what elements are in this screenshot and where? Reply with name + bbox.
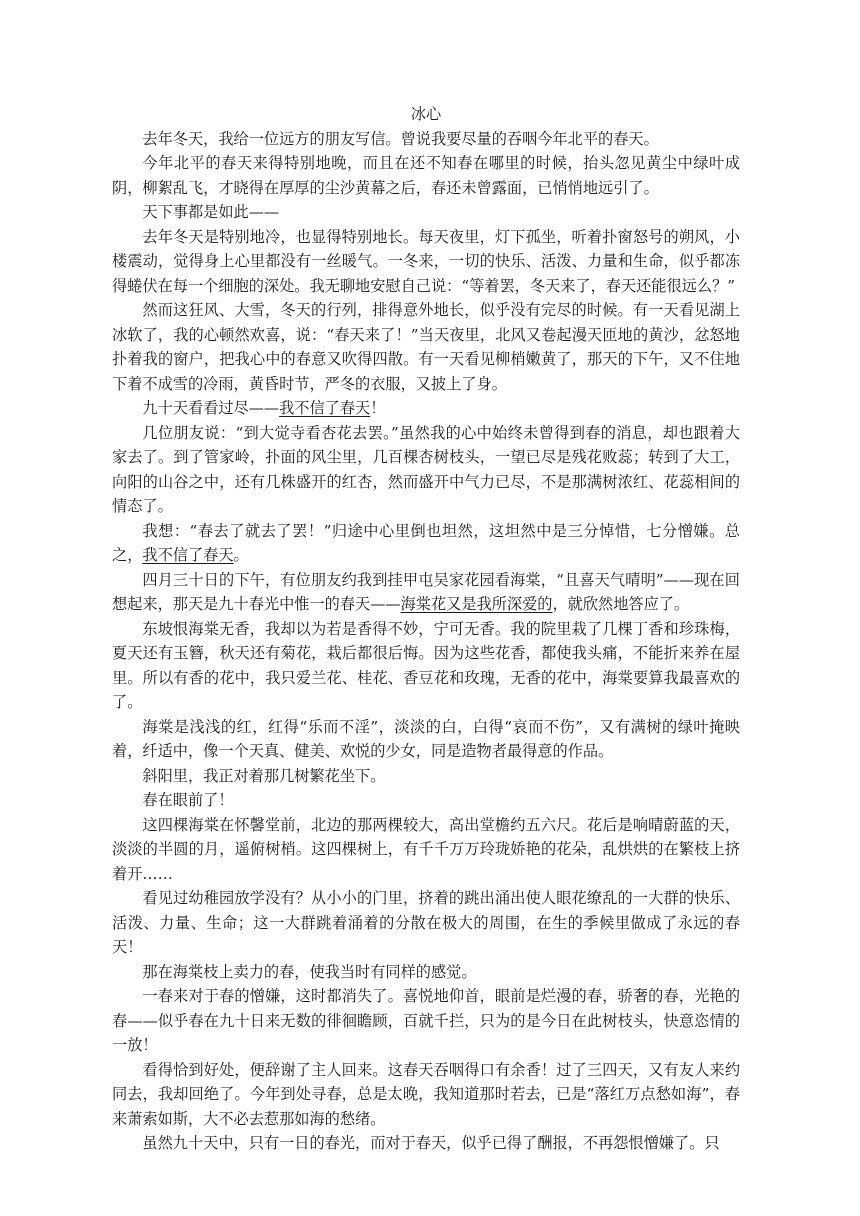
paragraph — [112, 127, 740, 152]
paragraph-text: ！ — [370, 399, 386, 417]
paragraph-text: 一春来对于春的憎嫌，这时都消失了。喜悦地仰首，眼前是烂漫的春，骄奢的春，光艳的春——似乎春在九十日来无数的徘徊瞻顾，百就千拦，只为的是今日在此树枝头，快意恣情的一放！ — [112, 987, 740, 1054]
paragraph — [112, 764, 740, 789]
paragraph — [112, 200, 740, 225]
paragraph-text: 去年冬天是特别地冷，也显得特别地长。每天夜里，灯下孤坐，听着扑窗怒号的朔风，小楼震动，觉得身上心里都没有一丝暖气。一冬来，一切的快乐、活泼、力量和生命，似乎都冻得蜷伏在每一个细胞的深处。我无聊地安慰自己说：“等着罢，冬天来了，春天还能很远么？” — [112, 227, 740, 295]
paragraph — [112, 568, 740, 617]
paragraph-text: 看得恰到好处，便辞谢了主人回来。这春天吞咽得口有余香！过了三四天，又有友人来约同去，我却回绝了。今年到处寻春，总是太晚，我知道那时若去，已是“落红万点愁如海”，春来萧索如斯，大不必去惹那如海的愁绪。 — [112, 1060, 740, 1128]
paragraph-text: 然而这狂风、大雪，冬天的行列，排得意外地长，似乎没有完尽的时候。有一天看见湖上冰软了，我的心顿然欢喜，说：“春天来了！”当天夜里，北风又卷起漫天匝地的黄沙，忿怒地扑着我的窗户，把我心中的春意又吹得四散。有一天看见柳梢嫩黄了，那天的下午，又不住地下着不成雪的冷雨，黄昏时节，严冬的衣服，又披上了身。 — [112, 301, 740, 393]
paragraph-text: 今年北平的春天来得特别地晚，而且在还不知春在哪里的时候，抬头忽见黄尘中绿叶成阴，柳絮乱飞，才晓得在厚厚的尘沙黄幕之后，春还未曾露面，已悄悄地远引了。 — [112, 154, 740, 197]
paragraph — [112, 225, 740, 299]
paragraph — [112, 1058, 740, 1132]
paragraph — [112, 151, 740, 200]
paragraph-text: 东坡恨海棠无香，我却以为若是香得不妙，宁可无香。我的院里栽了几棵丁香和珍珠梅，夏天还有玉簪，秋天还有菊花，栽后都很后悔。因为这些花香，都使我头痛，不能折来养在屋里。所以有香的花中，我只爱兰花、桂花、香豆花和玫瑰，无香的花中，海棠要算我最喜欢的了。 — [112, 619, 740, 711]
document-title: 冰心 — [410, 105, 442, 123]
paragraph — [112, 519, 740, 568]
paragraph-text: 四月三十日的下午，有位朋友约我到挂甲屯吴家花园看海棠，“且喜天气晴明”——现在回想起来，那天是九十春光中惟一的春天—— — [112, 570, 740, 613]
underlined-text: 海棠花又是我所深爱的 — [400, 595, 553, 613]
document-body — [112, 127, 740, 1156]
document-page — [112, 102, 740, 1156]
paragraph-text: 我想：“春去了就去了罢！”归途中心里倒也坦然，这坦然中是三分悼惜，七分憎嫌。总之， — [112, 521, 740, 564]
paragraph-text: 看见过幼稚园放学没有？从小小的门里，挤着的跳出涌出使人眼花缭乱的一大群的快乐、活泼、力量、生命；这一大群跳着涌着的分散在极大的周围，在生的季候里做成了永远的春天！ — [112, 889, 740, 956]
paragraph-text: 九十天看看过尽—— — [142, 399, 280, 417]
underlined-text: 我不信了春天 — [142, 546, 234, 564]
paragraph — [112, 984, 740, 1058]
paragraph-text: 几位朋友说：“到大觉寺看杏花去罢。”虽然我的心中始终未曾得到春的消息，却也跟着大家去了。到了管家岭，扑面的风尘里，几百棵杏树枝头，一望已尽是残花败蕊；转到了大工，向阳的山谷之中，还有几株盛开的红杏，然而盛开中气力已尽，不是那满树浓红、花蕊相间的情态了。 — [112, 423, 740, 515]
paragraph-text: 海棠是浅浅的红，红得“乐而不淫”，淡淡的白，白得“哀而不伤”，又有满树的绿叶掩映着，纤适中，像一个天真、健美、欢悦的少女，同是造物者最得意的作品。 — [112, 717, 740, 760]
paragraph — [112, 715, 740, 764]
paragraph-text: 春在眼前了！ — [142, 791, 234, 809]
paragraph-text: 去年冬天，我给一位远方的朋友写信。曾说我要尽量的吞咽今年北平的春天。 — [142, 129, 659, 148]
paragraph — [112, 298, 740, 396]
paragraph-text: 斜阳里，我正对着那几树繁花坐下。 — [142, 766, 386, 785]
paragraph — [112, 1131, 740, 1156]
paragraph-text: 这四棵海棠在怀馨堂前，北边的那两棵较大，高出堂檐约五六尺。花后是响晴蔚蓝的天，淡淡的半圆的月，遥俯树梢。这四棵树上，有千千万万玲珑娇艳的花朵，乱烘烘的在繁枝上挤着开…… — [112, 815, 740, 883]
paragraph — [112, 617, 740, 715]
paragraph — [112, 886, 740, 960]
paragraph-text: ，就欣然地答应了。 — [552, 595, 690, 613]
paragraph-text: 天下事都是如此—— — [142, 203, 280, 221]
underlined-text: 我不信了春天 — [279, 399, 371, 417]
paragraph-text: 虽然九十天中，只有一日的春光，而对于春天，似乎已得了酬报，不再怨恨憎嫌了。只 — [142, 1134, 720, 1152]
paragraph-text: 。 — [233, 546, 249, 564]
paragraph — [112, 421, 740, 519]
paragraph-text: 那在海棠枝上卖力的春，使我当时有同样的感觉。 — [142, 962, 477, 981]
paragraph — [112, 396, 740, 421]
paragraph — [112, 813, 740, 887]
paragraph — [112, 960, 740, 985]
paragraph — [112, 788, 740, 813]
